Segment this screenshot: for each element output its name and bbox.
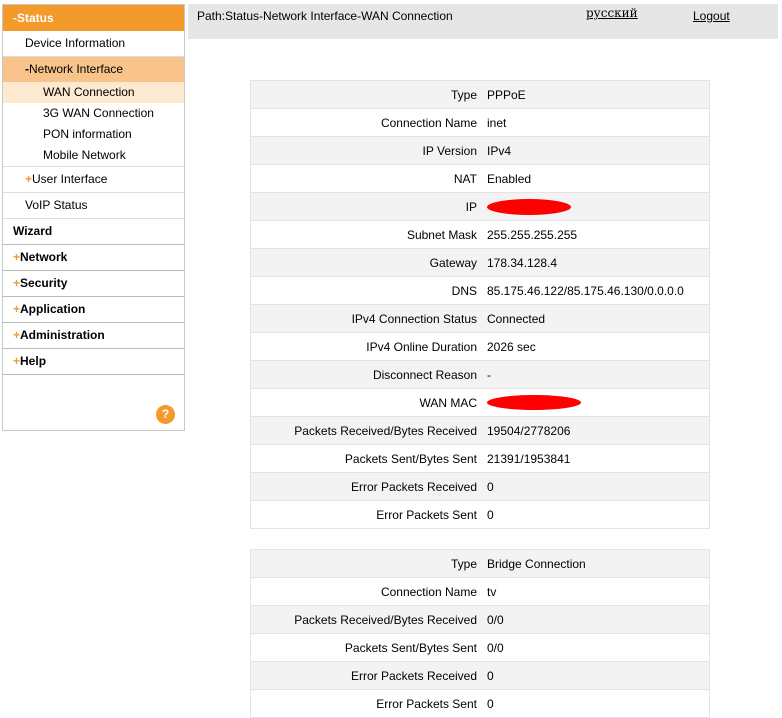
breadcrumb: Path:Status-Network Interface-WAN Connection — [197, 9, 453, 23]
sidebar-item-help-label: Help — [20, 354, 47, 368]
sidebar-item-security-label: Security — [20, 276, 68, 290]
sidebar-item-status-label: Status — [17, 11, 54, 25]
wan-connection-table-pppoe — [250, 80, 710, 529]
sidebar-item-3g-wan-connection[interactable]: 3G WAN Connection — [43, 106, 154, 120]
field-value: 21391/1953841 — [482, 445, 710, 473]
field-value: 0 — [482, 473, 710, 501]
field-label: Error Packets Sent — [251, 690, 483, 718]
table-row — [251, 578, 710, 606]
field-value: Enabled — [482, 165, 710, 193]
sidebar-item-application-label: Application — [20, 302, 86, 316]
field-label: Type — [251, 550, 483, 578]
table-row — [251, 333, 710, 361]
field-label: Error Packets Received — [251, 473, 483, 501]
expand-icon: + — [13, 328, 21, 342]
sidebar-item-application[interactable] — [3, 297, 184, 323]
field-label: IPv4 Online Duration — [251, 333, 483, 361]
table-row — [251, 389, 710, 417]
sidebar-menu — [2, 4, 185, 431]
sidebar-item-pon-information[interactable]: PON information — [43, 127, 132, 141]
sidebar-item-voip-status[interactable]: VoIP Status — [3, 193, 184, 219]
field-label: Packets Received/Bytes Received — [251, 606, 483, 634]
sidebar-item-help[interactable] — [3, 349, 184, 375]
header-bar — [188, 4, 778, 39]
field-label: NAT — [251, 165, 483, 193]
table-row — [251, 662, 710, 690]
field-value: 0/0 — [482, 634, 710, 662]
language-link[interactable]: русский — [586, 6, 638, 20]
table-row — [251, 634, 710, 662]
table-row — [251, 165, 710, 193]
field-value: 0/0 — [482, 606, 710, 634]
field-value: 255.255.255.255 — [482, 221, 710, 249]
sidebar-item-network[interactable] — [3, 245, 184, 271]
sidebar-item-administration[interactable] — [3, 323, 184, 349]
table-row — [251, 606, 710, 634]
sidebar-item-wizard[interactable]: Wizard — [3, 219, 184, 245]
collapse-icon: - — [25, 62, 29, 76]
table-row — [251, 445, 710, 473]
wan-connection-table-bridge — [250, 549, 710, 718]
redaction-mark — [487, 199, 571, 215]
field-label: Error Packets Received — [251, 662, 483, 690]
sidebar-item-user-interface[interactable] — [3, 167, 184, 193]
table-row — [251, 81, 710, 109]
field-label: Gateway — [251, 249, 483, 277]
sidebar-item-status[interactable] — [3, 5, 184, 31]
field-label: IP — [251, 193, 483, 221]
table-row — [251, 501, 710, 529]
table-row — [251, 137, 710, 165]
sidebar-item-security[interactable] — [3, 271, 184, 297]
table-row — [251, 690, 710, 718]
field-label: Disconnect Reason — [251, 361, 483, 389]
field-value — [482, 389, 710, 417]
table-row — [251, 277, 710, 305]
expand-icon: + — [13, 276, 21, 290]
table-row — [251, 305, 710, 333]
field-value: Connected — [482, 305, 710, 333]
field-label: IPv4 Connection Status — [251, 305, 483, 333]
logout-link[interactable]: Logout — [693, 9, 730, 23]
field-label: Packets Received/Bytes Received — [251, 417, 483, 445]
field-label: Connection Name — [251, 109, 483, 137]
field-label: Connection Name — [251, 578, 483, 606]
help-icon[interactable]: ? — [156, 405, 175, 424]
field-label: WAN MAC — [251, 389, 483, 417]
field-value: inet — [482, 109, 710, 137]
table-row — [251, 550, 710, 578]
table-row — [251, 361, 710, 389]
field-value: - — [482, 361, 710, 389]
table-row — [251, 221, 710, 249]
expand-icon: + — [25, 172, 33, 186]
sidebar-item-network-label: Network — [20, 250, 68, 264]
sidebar-item-administration-label: Administration — [20, 328, 105, 342]
field-value: Bridge Connection — [482, 550, 710, 578]
field-label: Subnet Mask — [251, 221, 483, 249]
collapse-icon: - — [13, 11, 17, 25]
table-row — [251, 249, 710, 277]
field-label: IP Version — [251, 137, 483, 165]
redaction-mark — [487, 395, 581, 410]
field-value — [482, 193, 710, 221]
field-value: 178.34.128.4 — [482, 249, 710, 277]
field-label: Packets Sent/Bytes Sent — [251, 634, 483, 662]
expand-icon: + — [13, 302, 21, 316]
field-label: Error Packets Sent — [251, 501, 483, 529]
expand-icon: + — [13, 354, 21, 368]
field-value: 2026 sec — [482, 333, 710, 361]
field-label: Type — [251, 81, 483, 109]
sidebar-item-device-information[interactable]: Device Information — [3, 31, 184, 57]
field-value: PPPoE — [482, 81, 710, 109]
field-label: DNS — [251, 277, 483, 305]
field-value: 0 — [482, 501, 710, 529]
field-value: 19504/2778206 — [482, 417, 710, 445]
field-value: IPv4 — [482, 137, 710, 165]
sidebar-item-network-interface[interactable] — [3, 57, 184, 82]
field-label: Packets Sent/Bytes Sent — [251, 445, 483, 473]
field-value: 0 — [482, 690, 710, 718]
sidebar-item-network-interface-label: Network Interface — [29, 62, 124, 76]
table-row — [251, 417, 710, 445]
table-row — [251, 193, 710, 221]
field-value: 85.175.46.122/85.175.46.130/0.0.0.0 — [482, 277, 710, 305]
table-row — [251, 109, 710, 137]
field-value: 0 — [482, 662, 710, 690]
sidebar-item-mobile-network[interactable]: Mobile Network — [3, 145, 184, 167]
field-value: tv — [482, 578, 710, 606]
table-row — [251, 473, 710, 501]
sidebar-item-user-interface-label: User Interface — [32, 172, 108, 186]
expand-icon: + — [13, 250, 21, 264]
sidebar-item-wan-connection[interactable]: WAN Connection — [3, 82, 184, 103]
